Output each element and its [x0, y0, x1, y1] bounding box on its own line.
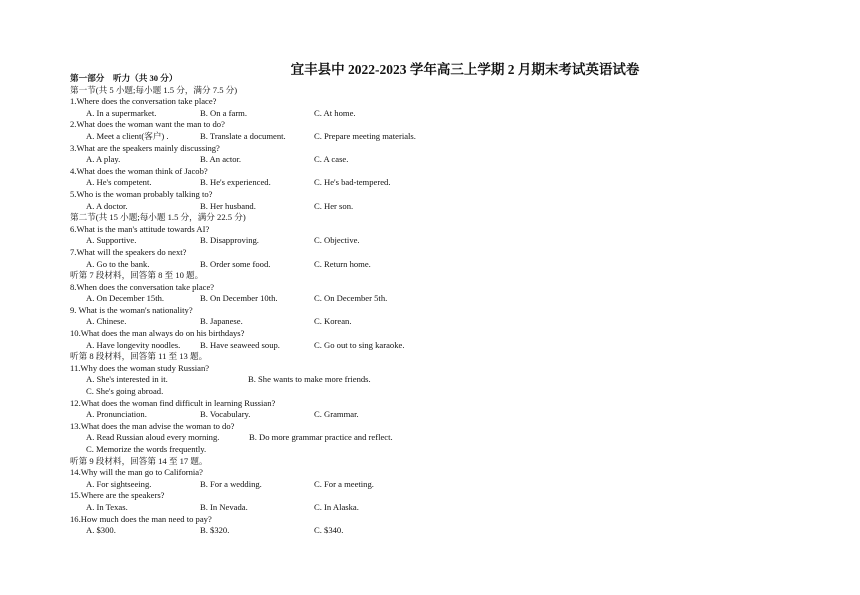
option-a: A. Have longevity noodles.	[86, 339, 181, 350]
option-c: C. A case.	[314, 154, 349, 165]
options-row	[70, 409, 810, 421]
option-b: B. Do more grammar practice and reflect.	[249, 432, 393, 443]
option-a: A. In a supermarket.	[86, 107, 157, 118]
option-c: C. For a meeting.	[314, 478, 374, 489]
option-a: A. He's competent.	[86, 177, 152, 188]
option-b: B. Order some food.	[200, 258, 271, 269]
question-stem: 2.What does the woman want the man to do?	[70, 119, 225, 130]
option-c: C. Memorize the words frequently.	[86, 444, 207, 454]
option-a: A. A play.	[86, 154, 121, 165]
option-a: A. In Texas.	[86, 501, 128, 512]
options-row	[70, 293, 810, 305]
options-row	[70, 374, 810, 386]
question-stem: 13.What does the man advise the woman to do?	[70, 420, 235, 431]
question-stem: 8.When does the conversation take place?	[70, 281, 215, 292]
option-b: B. He's experienced.	[200, 177, 271, 188]
question-stem: 3.What are the speakers mainly discussing?	[70, 142, 220, 153]
option-a: A. $300.	[86, 525, 116, 536]
option-a: A. On December 15th.	[86, 293, 165, 304]
options-row	[70, 502, 810, 514]
option-c: C. He's bad-tempered.	[314, 177, 391, 188]
option-b: B. Have seaweed soup.	[200, 339, 280, 350]
option-b: B. For a wedding.	[200, 478, 262, 489]
question-stem: 16.How much does the man need to pay?	[70, 513, 212, 524]
question-stem: 12.What does the woman find difficult in learning Russian?	[70, 397, 276, 408]
option-b: B. Vocabulary.	[200, 409, 251, 420]
option-c: C. She's going abroad.	[86, 386, 164, 397]
options-row	[70, 316, 810, 328]
option-b: B. Her husband.	[200, 200, 256, 211]
option-a: A. A doctor.	[86, 200, 128, 211]
option-b: B. On December 10th.	[200, 293, 278, 304]
option-c: C. Grammar.	[314, 409, 359, 420]
option-b: B. In Nevada.	[200, 501, 248, 512]
option-a: A. Chinese.	[86, 316, 127, 327]
option-b: B. $320.	[200, 525, 230, 536]
question-stem: 6.What is the man's attitude towards AI?	[70, 223, 210, 234]
option-a: A. She's interested in it.	[86, 374, 168, 385]
options-row	[70, 386, 810, 398]
question-stem: 7.What will the speakers do next?	[70, 246, 187, 257]
option-b: B. An actor.	[200, 154, 242, 165]
question-stem: 14.Why will the man go to California?	[70, 467, 203, 478]
question-stem: 11.Why does the woman study Russian?	[70, 362, 210, 373]
options-row	[70, 201, 810, 213]
option-b: B. Translate a document.	[200, 130, 286, 141]
option-c: C. $340.	[314, 525, 344, 536]
question-stem: 10.What does the man always do on his birthdays?	[70, 328, 245, 339]
option-c: C. In Alaska.	[314, 501, 359, 512]
options-row	[70, 340, 810, 352]
option-c: C. Her son.	[314, 200, 354, 211]
option-b: B. On a farm.	[200, 107, 248, 118]
option-c: C. Prepare meeting materials.	[314, 130, 416, 141]
option-c: C. On December 5th.	[314, 293, 388, 304]
option-a: A. For sightseeing.	[86, 478, 152, 489]
option-a: A. Pronunciation.	[86, 409, 147, 420]
options-row	[70, 177, 810, 189]
option-a: A. Meet a client(客户) .	[86, 130, 169, 141]
option-a: A. Read Russian aloud every morning.	[86, 432, 220, 443]
question-stem: 9. What is the woman's nationality?	[70, 304, 193, 315]
option-a: A. Supportive.	[86, 235, 137, 246]
options-row	[70, 432, 810, 444]
options-row	[70, 154, 810, 166]
material-instruction: 听第 7 段材料，回答第 8 至 10 题。	[70, 270, 204, 281]
exam-body	[70, 73, 810, 537]
option-c: C. Go out to sing karaoke.	[314, 339, 405, 350]
section-heading: 第二节(共 15 小题;每小题 1.5 分，满分 22.5 分)	[70, 212, 246, 223]
material-instruction: 听第 9 段材料，回答第 14 至 17 题。	[70, 455, 208, 466]
question-stem: 15.Where are the speakers?	[70, 490, 165, 501]
option-b: B. She wants to make more friends.	[248, 374, 371, 385]
question-stem: 1.Where does the conversation take place?	[70, 96, 217, 107]
option-b: B. Disapproving.	[200, 235, 259, 246]
option-b: B. Japanese.	[200, 316, 243, 327]
option-a: A. Go to the bank.	[86, 258, 150, 269]
options-row	[70, 525, 810, 537]
part-heading: 第一部分 听力（共 30 分）	[70, 73, 178, 83]
section-heading: 第一节(共 5 小题;每小题 1.5 分，满分 7.5 分)	[70, 84, 238, 95]
option-c: C. Objective.	[314, 235, 360, 246]
option-c: C. At home.	[314, 107, 356, 118]
options-row	[70, 235, 810, 247]
options-row	[70, 479, 810, 491]
option-c: C. Korean.	[314, 316, 352, 327]
options-row	[70, 108, 810, 120]
question-stem: 5.Who is the woman probably talking to?	[70, 188, 213, 199]
options-row	[70, 444, 810, 456]
question-stem: 4.What does the woman think of Jacob?	[70, 165, 208, 176]
options-row	[70, 131, 810, 143]
options-row	[70, 259, 810, 271]
exam-title: 宜丰县中 2022-2023 学年高三上学期 2 月期末考试英语试卷	[290, 62, 640, 77]
material-instruction: 听第 8 段材料，回答第 11 至 13 题。	[70, 351, 208, 362]
option-c: C. Return home.	[314, 258, 371, 269]
